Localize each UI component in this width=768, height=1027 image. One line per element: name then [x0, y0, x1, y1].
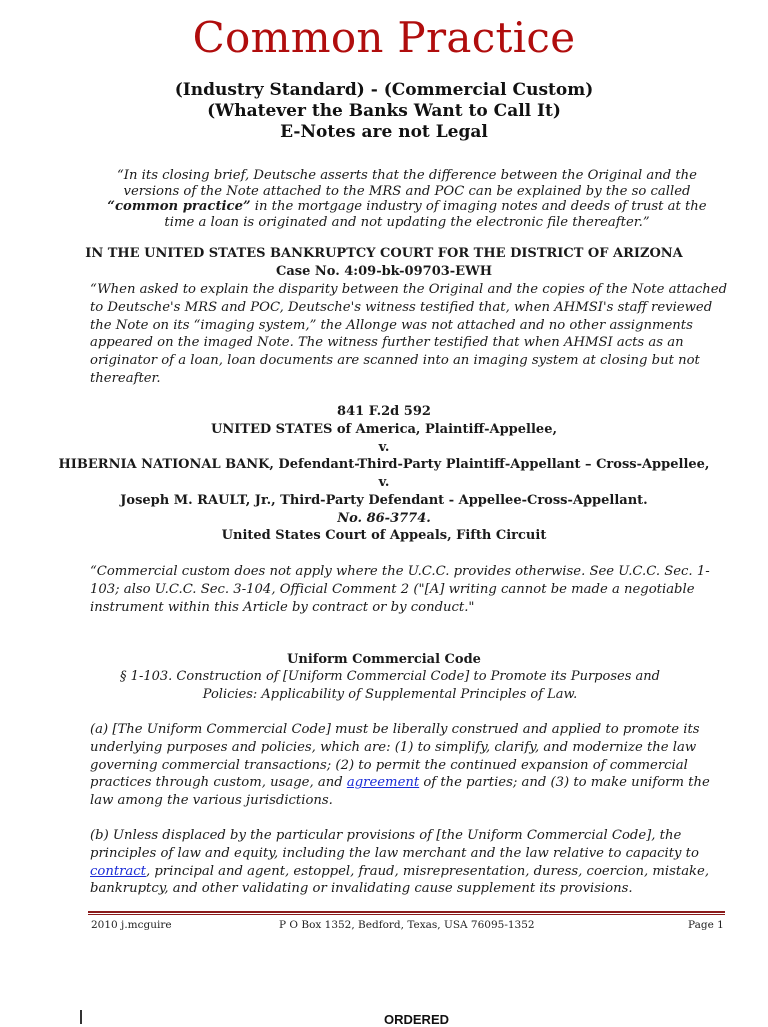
case-citation: 841 F.2d 592	[337, 404, 431, 419]
case-party-third: Joseph M. RAULT, Jr., Third-Party Defendant - Appellee-Cross-Appellant.	[120, 493, 648, 508]
subtitle-line-3: E-Notes are not Legal	[280, 122, 488, 142]
ucc-section-title: § 1-103. Construction of [Uniform Commercial Code] to Promote its Purposes and Policies: Applicability of Supplemental Principles of Law.	[120, 669, 660, 702]
contract-link[interactable]: contract	[90, 863, 146, 879]
footer-address: P O Box 1352, Bedford, Texas, USA 76095-1352	[279, 919, 535, 931]
case-versus-1: v.	[378, 440, 390, 455]
case-court: United States Court of Appeals, Fifth Circuit	[221, 528, 547, 543]
agreement-link[interactable]: agreement	[346, 775, 420, 791]
ucc-paragraph-b	[90, 827, 730, 898]
ucc-heading: Uniform Commercial Code	[287, 652, 481, 667]
subtitle-line-2: (Whatever the Banks Want to Call It)	[207, 101, 561, 121]
case-party-defendant: HIBERNIA NATIONAL BANK, Defendant-Third-Party Plaintiff-Appellant – Cross-Appellee,	[58, 457, 710, 472]
footer-rule-thick	[88, 911, 725, 913]
quote-text-after: in the mortgage industry of imaging notes and deeds of trust at the time a loan is originated and not updating the electronic file thereafter.”	[164, 199, 707, 230]
case-versus-2: v.	[378, 475, 390, 490]
ucc-a-text-before: (a) [The Uniform Commercial Code] must be liberally construed and applied to promote its underlying purposes and policies, which are: (1) to simplify, clarify, and modernize the law governing commercial transactions; (2) to permit the continued expansion of commercial practices through custom, usage, and	[90, 722, 700, 791]
document-title: Common Practice	[192, 13, 576, 62]
case-party-plaintiff: UNITED STATES of America, Plaintiff-Appellee,	[210, 422, 557, 437]
commercial-custom-quote: “Commercial custom does not apply where the U.C.C. provides otherwise. See U.C.C. Sec. 1-103; also U.C.C. Sec. 3-104, Official Comment 2 ("[A] writing cannot be made a negotiable instrument within this Article by contract or by conduct."	[90, 564, 710, 615]
closing-brief-quote	[92, 168, 722, 230]
quote-emphasis: “common practice”	[107, 199, 251, 214]
quote-text-before: “In its closing brief, Deutsche asserts that the difference between the Original and the versions of the Note attached to the MRS and POC can be explained by the so called	[117, 168, 697, 199]
witness-testimony-quote: “When asked to explain the disparity between the Original and the copies of the Note attached to Deutsche's MRS and POC, Deutsche's witness testified that, when AHMSI's staff reviewed the Note on its “imaging system,” the Allonge was not attached and no other assignments appeared on the imaged Note. The witness further testified that when AHMSI acts as an originator of a loan, loan documents are scanned into an imaging system at closing but not thereafter.	[90, 282, 728, 386]
bankruptcy-court-heading	[0, 245, 768, 281]
court-name: IN THE UNITED STATES BANKRUPTCY COURT FOR THE DISTRICT OF ARIZONA	[85, 246, 683, 261]
footer-rule-thin	[88, 914, 725, 915]
footer-author: 2010 j.mcguire	[91, 919, 172, 931]
ucc-a-text-after: of the parties; and (3) to make uniform the law among the various jurisdictions.	[90, 775, 710, 809]
footer-page-number: Page 1	[688, 919, 724, 931]
ucc-paragraph-a	[90, 721, 730, 810]
case-number: No. 86-3774.	[337, 511, 431, 526]
court-case-number: Case No. 4:09-bk-09703-EWH	[276, 264, 492, 279]
subtitle-line-1: (Industry Standard) - (Commercial Custom)	[174, 80, 594, 100]
ucc-b-text-after: , principal and agent, estoppel, fraud, misrepresentation, duress, coercion, mistake, bankruptcy, and other validating or invalidating cause supplement its provisions.	[90, 863, 710, 897]
margin-bar	[80, 1010, 82, 1024]
next-page-heading: ORDERED	[384, 1012, 450, 1027]
ucc-b-text-before: (b) Unless displaced by the particular provisions of [the Uniform Commercial Code], the principles of law and equity, including the law merchant and the law relative to capacity to	[90, 828, 699, 861]
